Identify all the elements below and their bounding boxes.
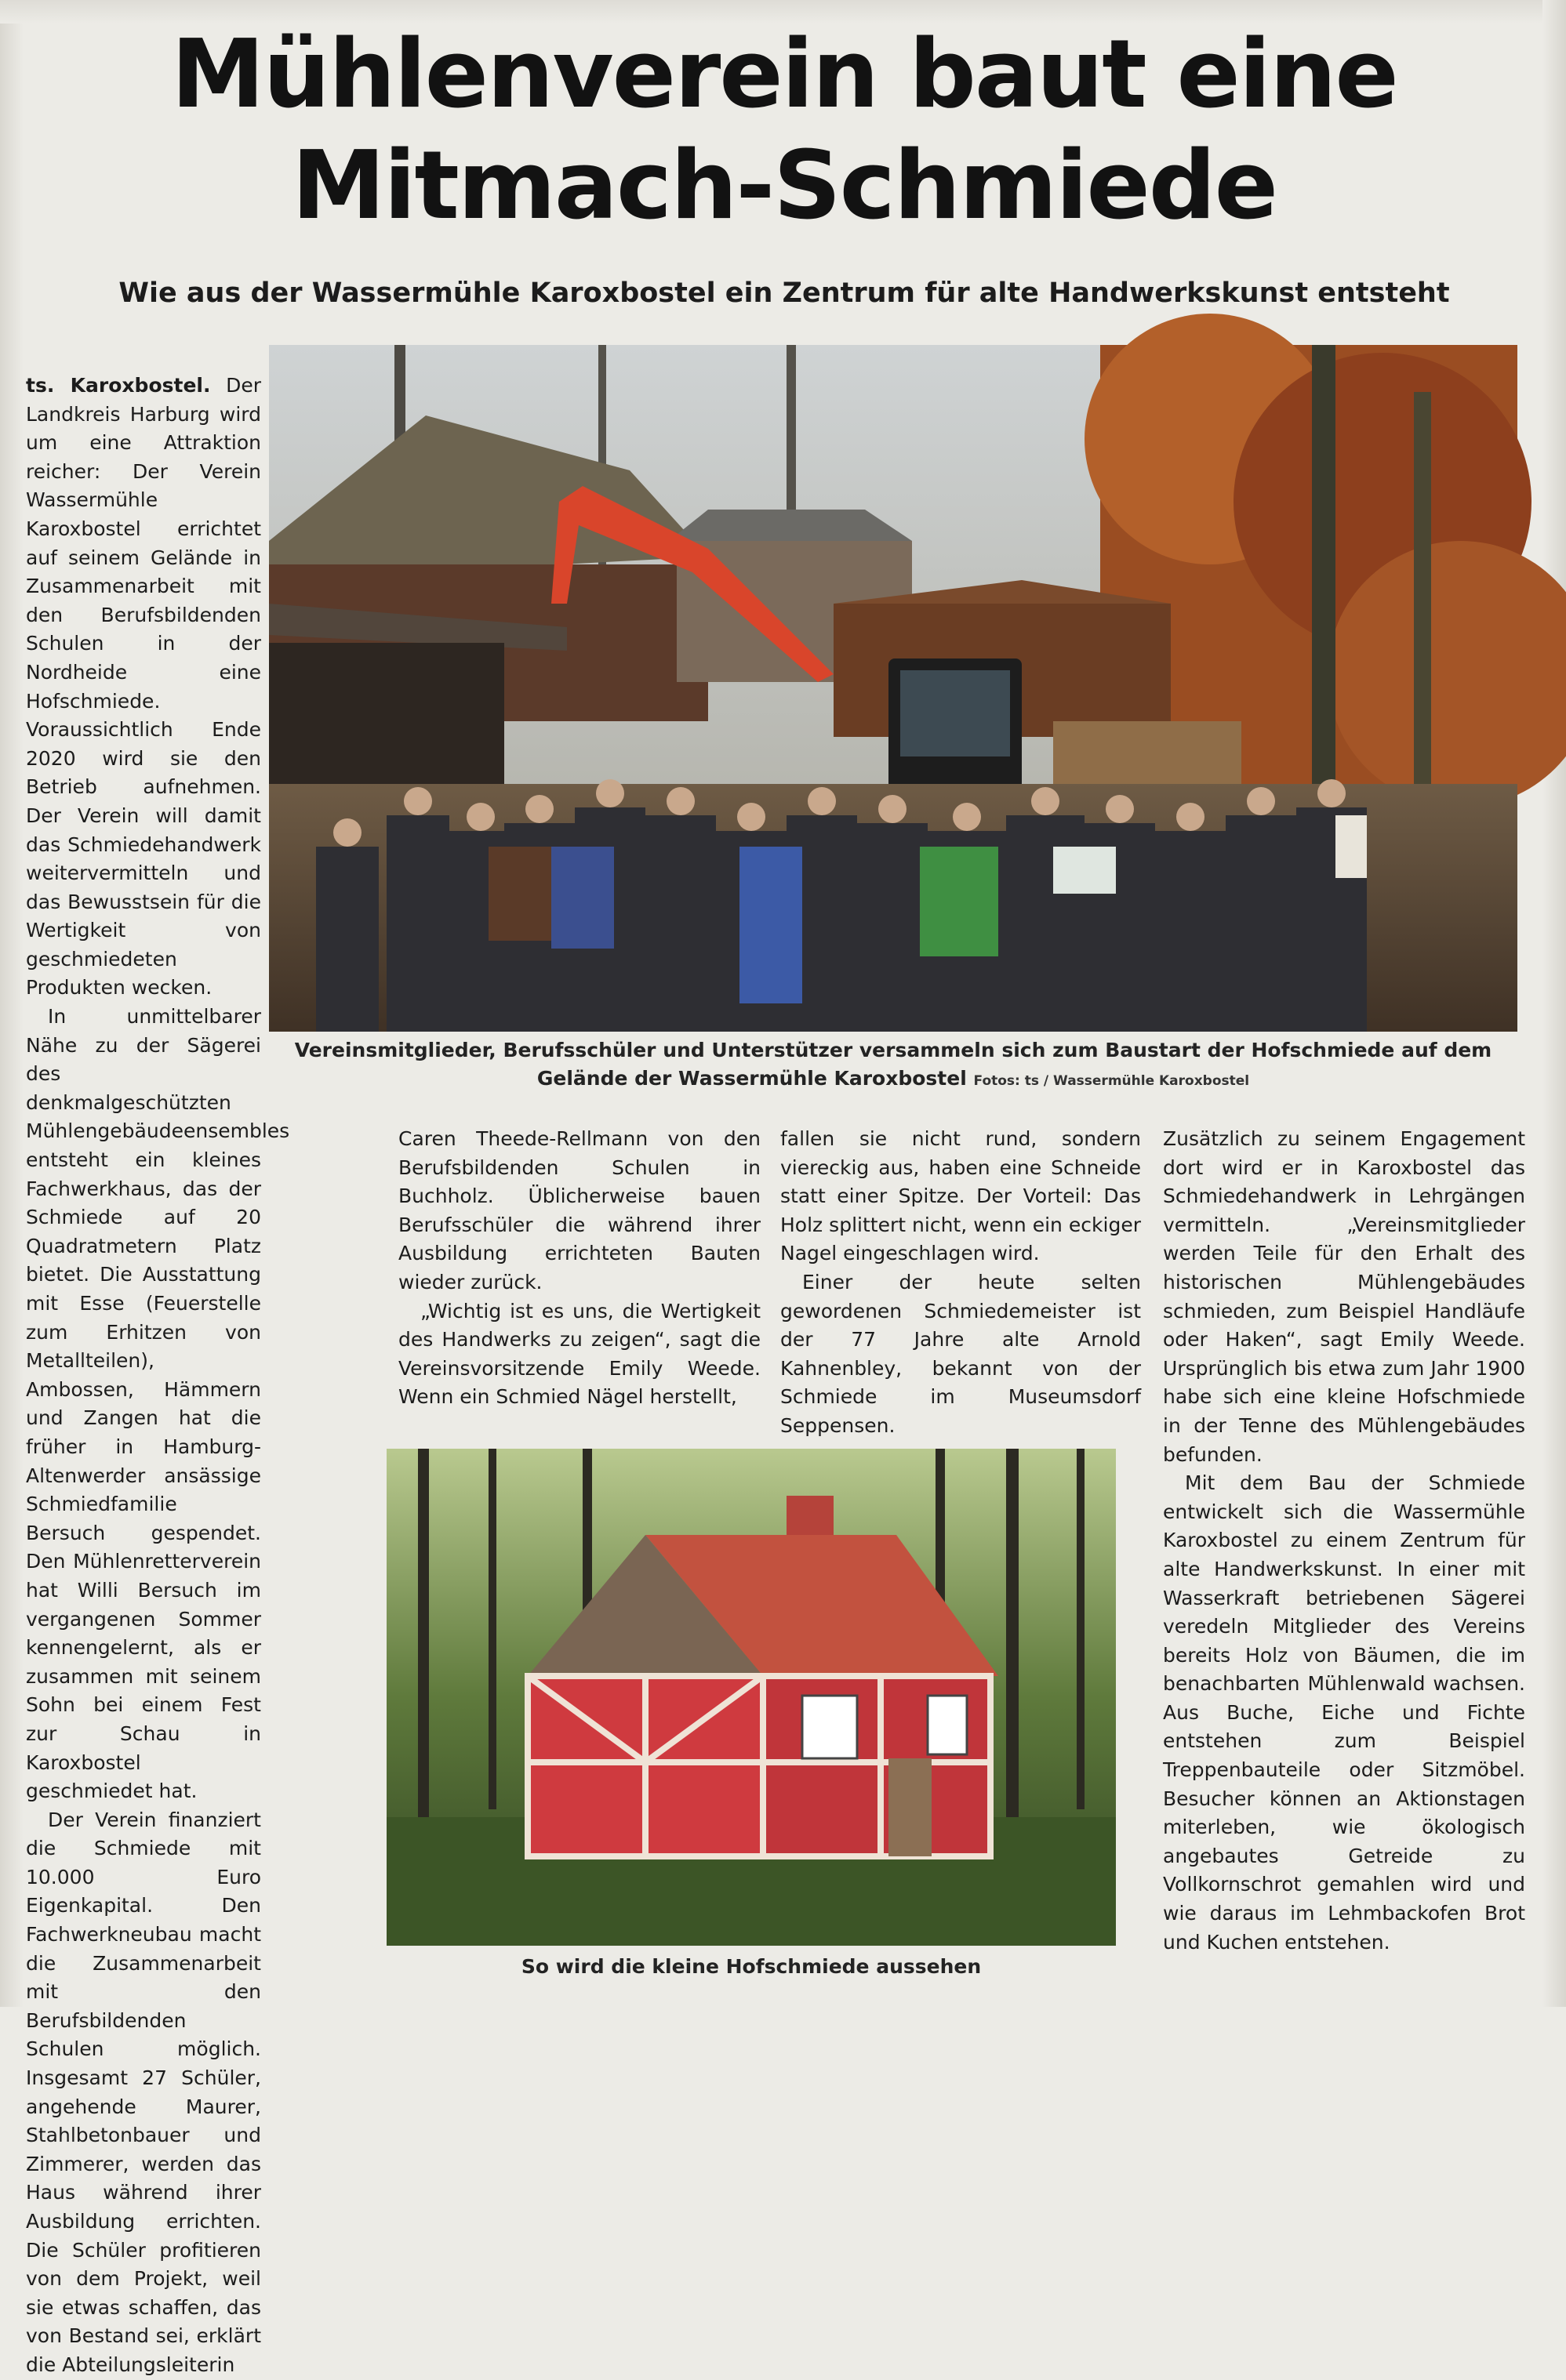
page-edge-left [0,0,24,2007]
col2-paragraph-1: Caren Theede-Rellmann von den Berufsbildenden Schulen in Buchholz. Üblicherweise bauen Berufsschüler die während ihrer Ausbildung errichteten Bauten wieder zurück. [398,1127,761,1293]
article-column-3 [780,1125,1141,1441]
smithy-rendering [387,1449,1116,1946]
col4-paragraph-1: Zusätzlich zu seinem Engagement dort wird er in Karoxbostel das Schmiedehandwerk in Lehrgängen vermitteln. „Vereinsmitglieder werden Teile für den Erhalt des historischen Mühlengebäudes schmieden, zum Beispiel Handläufe oder Haken“, sagt Emily Weede. Ursprünglich bis etwa zum Jahr 1900 habe sich eine kleine Hofschmiede in der Tenne des Mühlengebäudes befunden. [1163,1127,1525,1466]
headline-line-2: Mitmach-Schmiede [291,132,1277,241]
photo-credit: Fotos: ts / Wassermühle Karoxbostel [973,1073,1250,1089]
group-photo [269,345,1517,1032]
col4-paragraph-2: Mit dem Bau der Schmiede entwickelt sich die Wassermühle Karoxbostel zu einem Zentrum für alte Handwerkskunst. In einer mit Wasserkraft betriebenen Sägerei veredeln Mitglieder des Vereins bereits Holz von Bäumen, die im benachbarten Mühlenwald wachsen. Aus Buche, Eiche und Fichte entstehen zum Beispiel Treppenbauteile oder Sitzmöbel. Besucher können an Aktionstagen miterleben, wie ökologisch angebautes Getreide zu Vollkornschrot gemahlen wird und wie daraus im Lehmbackofen Brot und Kuchen entstehen. [1163,1471,1525,1954]
col2-paragraph-2: „Wichtig ist es uns, die Wertigkeit des Handwerks zu zeigen“, sagt die Vereinsvorsitzende Emily Weede. Wenn ein Schmied Nägel herstellt, [398,1299,761,1409]
caption-line-1: Vereinsmitglieder, Berufsschüler und Unterstützer versammeln sich zum Baustart der Hofschmiede auf dem [294,1039,1492,1061]
article-column-4 [1163,1125,1525,1957]
smithy-rendering-caption: So wird die kleine Hofschmiede aussehen [521,1955,982,1978]
col1-paragraph-1: Der Landkreis Harburg wird um eine Attraktion reicher: Der Verein Wassermühle Karoxbostel errichtet auf seinem Gelände in Zusammenarbeit mit den Berufsbildenden Schulen in der Nordheide eine Hofschmiede. Voraussichtlich Ende 2020 wird sie den Betrieb aufnehmen. Der Verein will damit das Schmiedehandwerk weitervermitteln und das Bewusstsein für die Wertigkeit von geschmiedeten Produkten wecken. [26,374,262,1000]
group-photo-caption [269,1036,1517,1095]
group-photo-illustration [269,345,1517,1032]
col1-paragraph-3: Der Verein finanziert die Schmiede mit 10.000 Euro Eigenkapital. Den Fachwerkneubau macht die Zusammenarbeit mit den Berufsbildenden Schulen möglich. Insgesamt 27 Schüler, angehende Maurer, Stahlbetonbauer und Zimmerer, werden das Haus während ihrer Ausbildung errichten. Die Schüler profitieren von dem Projekt, weil sie etwas schaffen, das von Bestand sei, erklärt die Abteilungsleiterin [26,1808,261,2376]
page-edge-right [1542,0,1566,2007]
article-column-1 [26,372,290,2380]
headline-line-1: Mühlenverein baut eine [171,20,1397,129]
col3-paragraph-2: Einer der heute selten gewordenen Schmiedemeister ist der 77 Jahre alte Arnold Kahnenbley, bekannt von der Schmiede im Museumsdorf Seppensen. [780,1270,1141,1437]
col1-paragraph-2: In unmittelbarer Nähe zu der Sägerei des denkmalgeschützten Mühlengebäudeensembles entsteht ein kleines Fachwerkhaus, das der Schmiede auf 20 Quadratmetern Platz bietet. Die Ausstattung mit Esse (Feuerstelle zum Erhitzen von Metallteilen), Ambossen, Hämmern und Zangen hat die früher in Hamburg-Altenwerder ansässige Schmiedfamilie Bersuch gespendet. Den Mühlenretterverein hat Willi Bersuch im vergangenen Sommer kennengelernt, als er zusammen mit seinem Sohn bei einem Fest zur Schau in Karoxbostel geschmiedet hat. [26,1005,290,1803]
dateline: ts. Karoxbostel. [26,374,211,397]
article-column-2 [398,1125,761,1412]
col3-paragraph-1: fallen sie nicht rund, sondern viereckig aus, haben eine Schneide statt einer Spitze. Der Vorteil: Das Holz splittert nicht, wenn ein eckiger Nagel eingeschlagen wird. [780,1127,1141,1265]
headline [118,20,1451,242]
subtitle: Wie aus der Wassermühle Karoxbostel ein Zentrum für alte Handwerkskunst entsteht [118,278,1450,309]
smithy-rendering-illustration [387,1449,1116,1946]
caption-line-2: Gelände der Wassermühle Karoxbostel [536,1067,967,1090]
